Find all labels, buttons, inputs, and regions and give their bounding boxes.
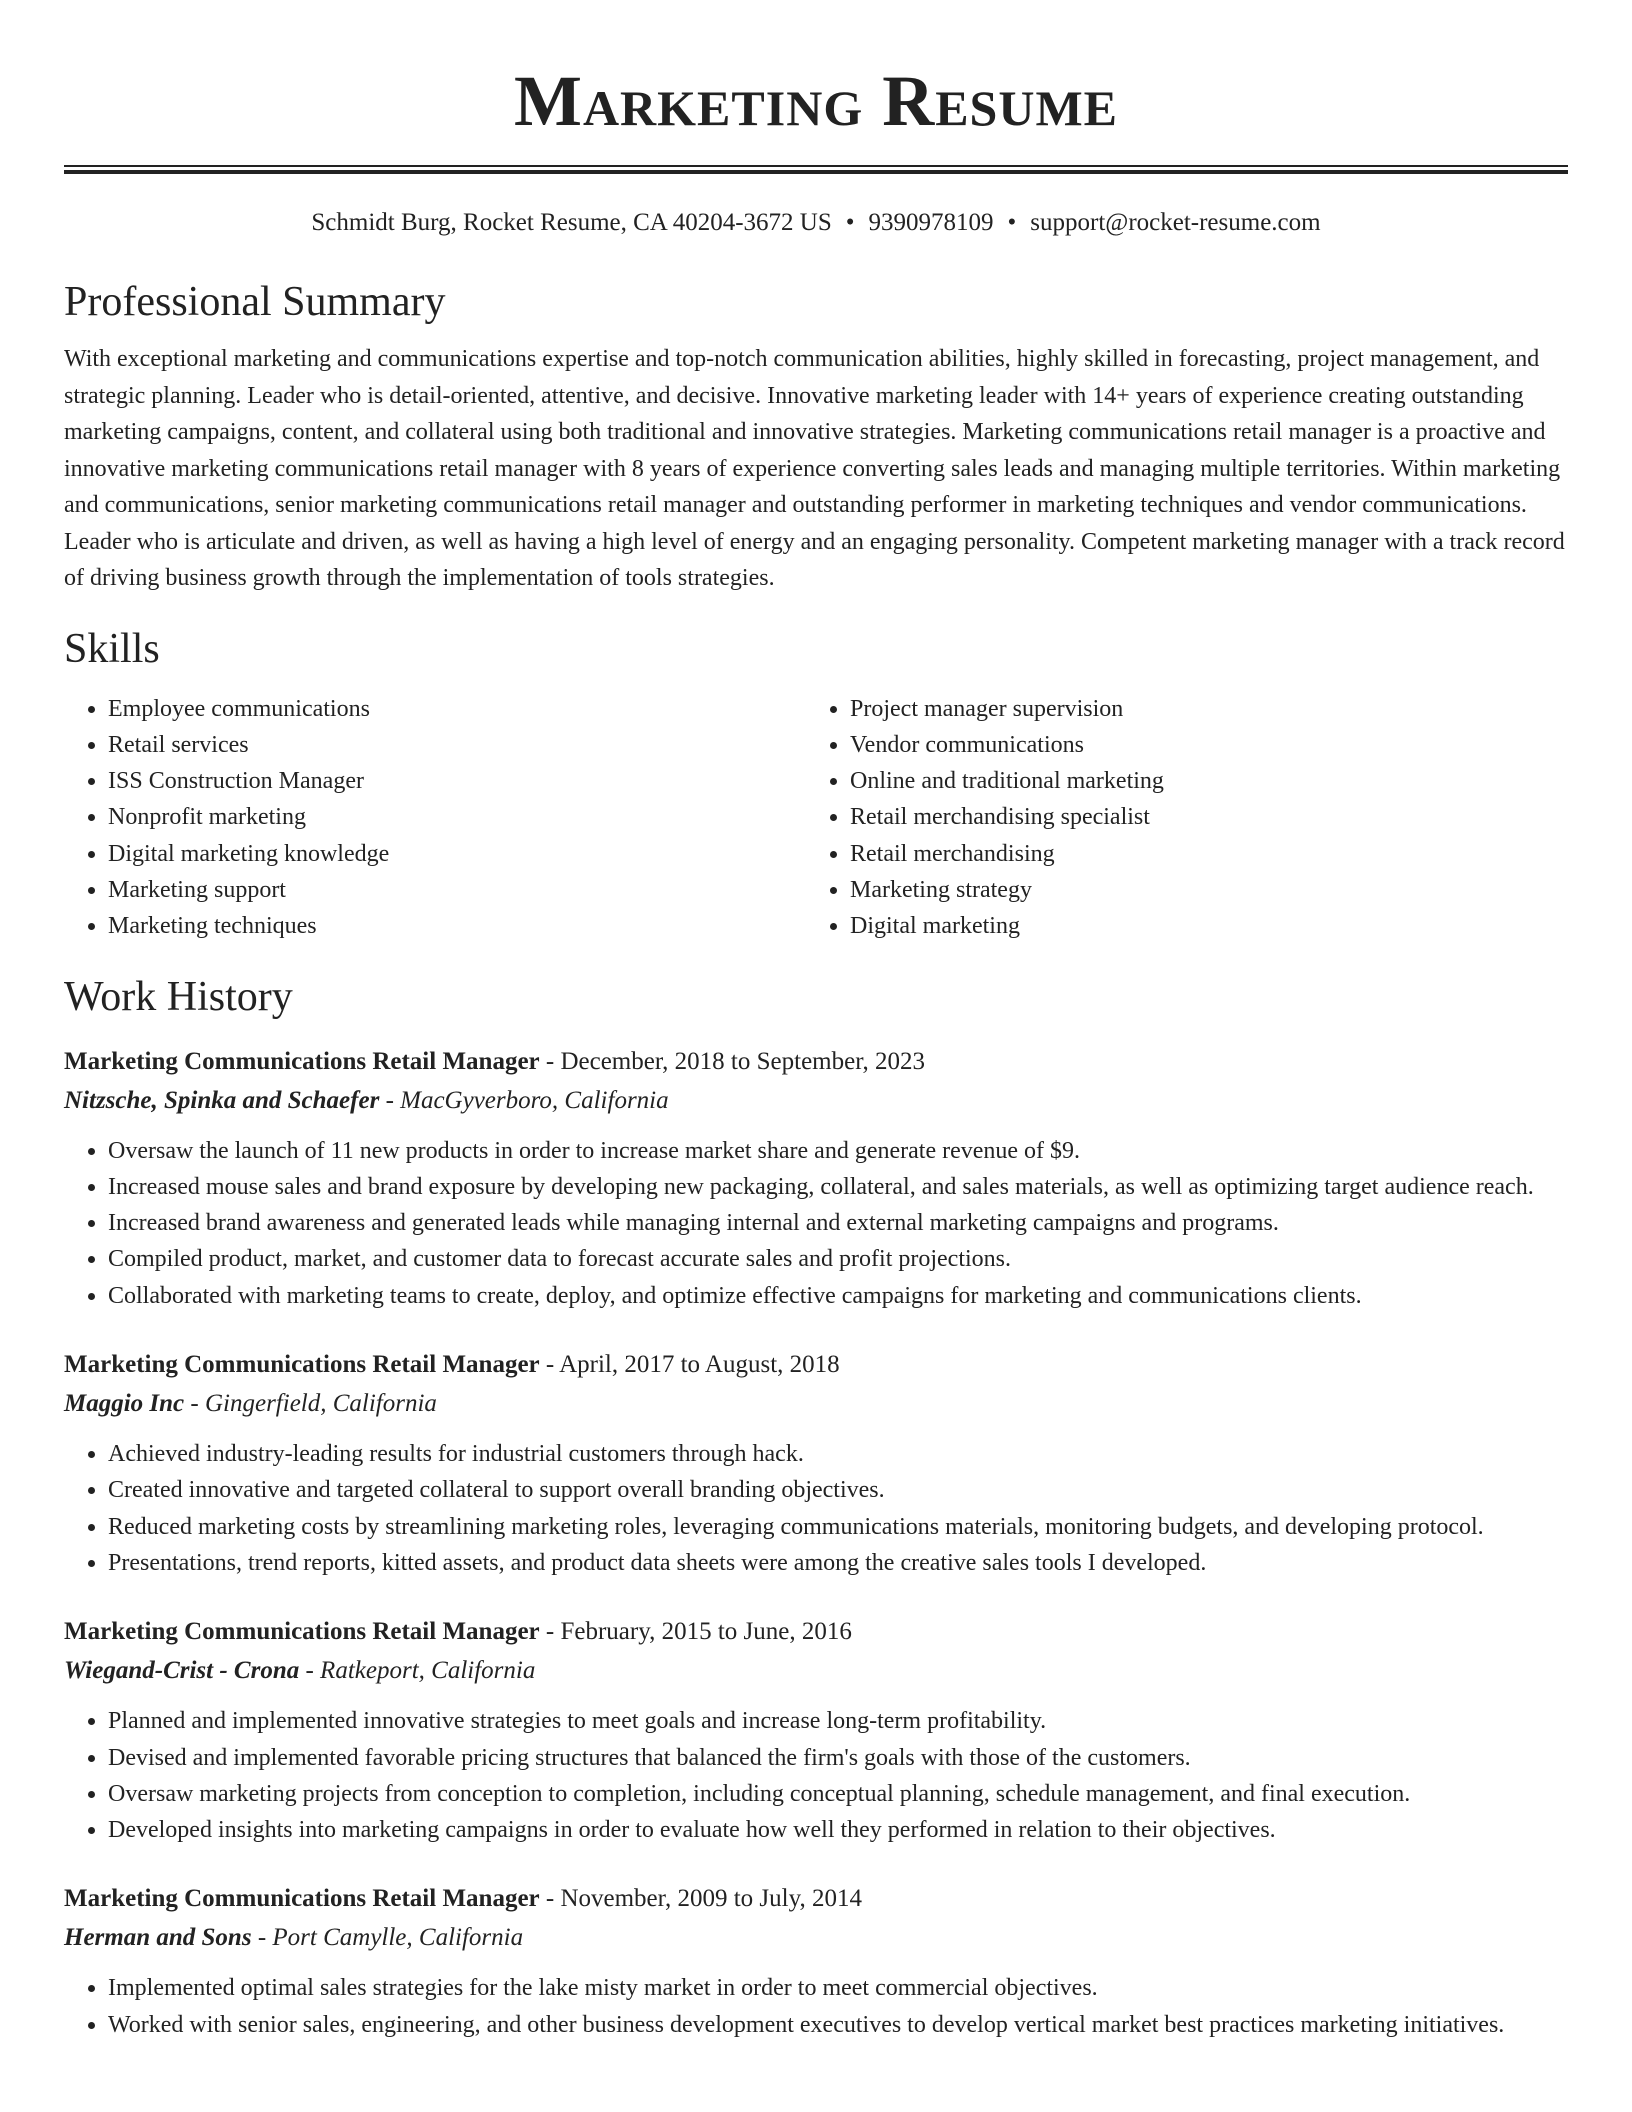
contact-address: Schmidt Burg, Rocket Resume, CA 40204-3672 US (311, 209, 832, 236)
job-title: Marketing Communications Retail Manager (64, 1885, 540, 1913)
skill-item: • Marketing support (108, 872, 806, 908)
job-bullets (64, 1703, 1568, 1848)
skills-column-right (806, 691, 1568, 945)
company-location: - Ratkeport, California (299, 1657, 536, 1685)
skill-item: • Online and traditional marketing (850, 763, 1568, 799)
skill-item: • ISS Construction Manager (108, 763, 806, 799)
job-bullet: • Collaborated with marketing teams to create, deploy, and optimize effective campaigns for marketing and communications clients. (108, 1278, 1568, 1314)
company-name: Wiegand-Crist - Crona (64, 1657, 300, 1685)
job-entry (64, 1880, 1568, 2043)
company-name: Maggio Inc (64, 1390, 185, 1418)
skills-list (64, 691, 1568, 945)
skills-column-left (64, 691, 806, 945)
company-location: - MacGyverboro, California (379, 1086, 669, 1114)
company-line (64, 1651, 1568, 1691)
job-title: Marketing Communications Retail Manager (64, 1047, 540, 1075)
job-bullet: • Achieved industry-leading results for industrial customers through hack. (108, 1436, 1568, 1472)
skill-item: • Digital marketing knowledge (108, 836, 806, 872)
job-dates: - April, 2017 to August, 2018 (539, 1351, 840, 1379)
job-bullet: • Created innovative and targeted collateral to support overall branding objectives. (108, 1472, 1568, 1508)
job-title-line (64, 1043, 1568, 1081)
title-divider (64, 165, 1568, 174)
company-name: Herman and Sons (64, 1924, 252, 1952)
job-bullet: • Increased mouse sales and brand exposure by developing new packaging, collateral, and sales materials, as well as optimizing target audience reach. (108, 1169, 1568, 1205)
skill-item: • Nonprofit marketing (108, 799, 806, 835)
job-bullet: • Implemented optimal sales strategies for the lake misty market in order to meet commercial objectives. (108, 1970, 1568, 2006)
job-bullet: • Increased brand awareness and generated leads while managing internal and external marketing campaigns and programs. (108, 1205, 1568, 1241)
job-bullets (64, 1436, 1568, 1581)
job-bullet: • Planned and implemented innovative strategies to meet goals and increase long-term profitability. (108, 1703, 1568, 1739)
bullet-separator: • (1007, 209, 1017, 236)
job-dates: - February, 2015 to June, 2016 (539, 1618, 852, 1646)
job-entry (64, 1346, 1568, 1581)
job-title-line (64, 1613, 1568, 1651)
contact-line (64, 208, 1568, 238)
company-location: - Gingerfield, California (184, 1390, 437, 1418)
job-title-line (64, 1880, 1568, 1918)
job-title: Marketing Communications Retail Manager (64, 1351, 540, 1379)
job-bullet: • Devised and implemented favorable pricing structures that balanced the firm's goals with those of the customers. (108, 1740, 1568, 1776)
skill-item: • Retail merchandising (850, 836, 1568, 872)
skill-item: • Digital marketing (850, 908, 1568, 944)
page-title: Marketing Resume (513, 61, 1119, 141)
contact-phone: 9390978109 (868, 209, 994, 236)
skills-heading: Skills (64, 625, 160, 672)
company-name: Nitzsche, Spinka and Schaefer (64, 1086, 380, 1114)
job-dates: - December, 2018 to September, 2023 (539, 1047, 926, 1075)
job-title: Marketing Communications Retail Manager (64, 1618, 540, 1646)
skill-item: • Employee communications (108, 691, 806, 727)
job-bullet: • Reduced marketing costs by streamlining marketing roles, leveraging communications materials, monitoring budgets, and developing protocol. (108, 1509, 1568, 1545)
skill-item: • Marketing strategy (850, 872, 1568, 908)
contact-email: support@rocket-resume.com (1030, 209, 1321, 236)
job-entry (64, 1043, 1568, 1314)
job-bullets (64, 1970, 1568, 2043)
bullet-separator: • (845, 209, 855, 236)
job-bullet: • Oversaw marketing projects from conception to completion, including conceptual planning, schedule management, and final execution. (108, 1776, 1568, 1812)
summary-text: With exceptional marketing and communications expertise and top-notch communication abilities, highly skilled in forecasting, project management, and strategic planning. Leader who is detail-oriented, attentive, and decisive. Innovative marketing leader with 14+ years of experience creating outstanding marketing campaigns, content, and collateral using both traditional and innovative strategies. Marketing communications retail manager is a proactive and innovative marketing communications retail manager with 8 years of experience converting sales leads and managing multiple territories. Within marketing and communications, senior marketing communications retail manager and outstanding performer in marketing techniques and vendor communications. Leader who is articulate and driven, as well as having a high level of energy and an engaging personality. Competent marketing manager with a track record of driving business growth through the implementation of tools strategies. (64, 346, 1565, 591)
company-line (64, 1384, 1568, 1424)
summary-heading: Professional Summary (64, 279, 446, 325)
company-line (64, 1918, 1568, 1958)
job-dates: - November, 2009 to July, 2014 (539, 1885, 862, 1913)
job-bullet: • Developed insights into marketing campaigns in order to evaluate how well they performed in relation to their objectives. (108, 1812, 1568, 1848)
skill-item: • Project manager supervision (850, 691, 1568, 727)
job-bullet: • Compiled product, market, and customer data to forecast accurate sales and profit projections. (108, 1241, 1568, 1277)
job-bullet: • Oversaw the launch of 11 new products in order to increase market share and generate revenue of $9. (108, 1133, 1568, 1169)
skill-item: • Retail services (108, 727, 806, 763)
company-line (64, 1081, 1568, 1121)
job-bullet: • Worked with senior sales, engineering, and other business development executives to develop vertical market best practices marketing initiatives. (108, 2007, 1568, 2043)
job-bullet: • Presentations, trend reports, kitted assets, and product data sheets were among the creative sales tools I developed. (108, 1545, 1568, 1581)
work-history-heading: Work History (64, 973, 293, 1020)
skill-item: • Vendor communications (850, 727, 1568, 763)
job-title-line (64, 1346, 1568, 1384)
job-bullets (64, 1133, 1568, 1314)
company-location: - Port Camylle, California (251, 1924, 524, 1952)
skill-item: • Retail merchandising specialist (850, 799, 1568, 835)
job-entry (64, 1613, 1568, 1848)
skill-item: • Marketing techniques (108, 908, 806, 944)
